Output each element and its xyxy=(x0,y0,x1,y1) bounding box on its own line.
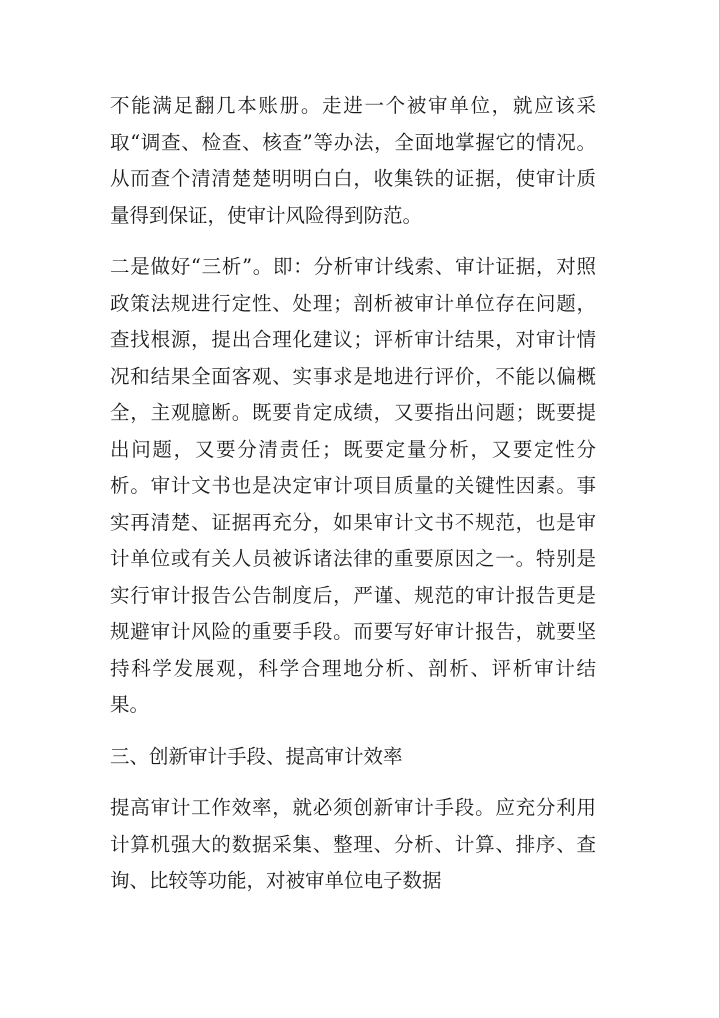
section-heading: 三、创新审计手段、提高审计效率 xyxy=(110,744,403,768)
paragraph-continuation: 不能满足翻几本账册。走进一个被审单位，就应该采取“调查、检查、核查”等办法，全面地掌握它的情况。从而查个清清楚楚明明白白，收集铁的证据，使审计质量得到保证，使审计风险得到防范。 xyxy=(110,94,596,227)
paragraph-efficiency: 提高审计工作效率，就必须创新审计手段。应充分利用计算机强大的数据采集、整理、分析、计算、排序、查询、比较等功能，对被审单位电子数据 xyxy=(110,796,596,892)
document-body xyxy=(110,88,596,900)
paragraph-three-analyses: 二是做好“三析”。即：分析审计线索、审计证据，对照政策法规进行定性、处理；剖析被审计单位存在问题，查找根源，提出合理化建议；评析审计结果，对审计情况和结果全面客观、实事求是地进行评价，不能以偏概全，主观臆断。既要肯定成绩，又要指出问题；既要提出问题，又要分清责任；既要定量分析，又要定性分析。审计文书也是决定审计项目质量的关键性因素。事实再清楚、证据再充分，如果审计文书不规范，也是审计单位或有关人员被诉诸法律的重要原因之一。特别是实行审计报告公告制度后，严谨、规范的审计报告更是规避审计风险的重要手段。而要写好审计报告，就要坚持科学发展观，科学合理地分析、剖析、评析审计结果。 xyxy=(110,255,596,716)
